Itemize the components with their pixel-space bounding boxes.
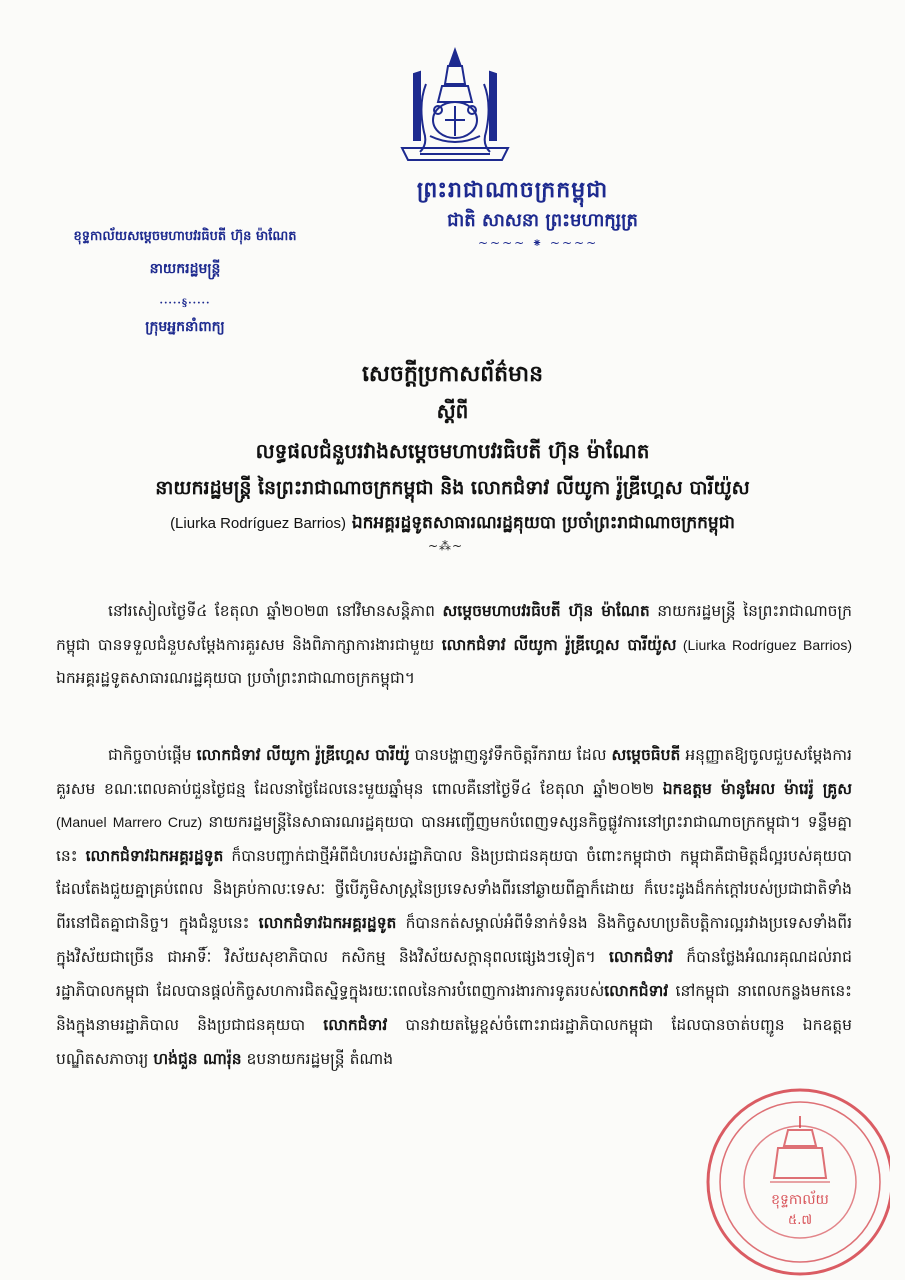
text-run: បានវាយតម្លៃខ្ពស់ចំពោះរាជរដ្ឋាភិបាលកម្ពុជា ដែលបានចាត់បញ្ជូន ឯកឧត្តមបណ្ឌិតសភាចារ្យ (56, 1016, 852, 1068)
text-run: បានបង្ហាញនូវទឹកចិត្តរីករាយ ដែល (409, 746, 612, 764)
text-run: ក៏បានបញ្ជាក់ជាថ្មីអំពីជំហរបស់រដ្ឋាភិបាល និងប្រជាជនគុយបា ចំពោះកម្ពុជាថា កម្ពុជាគឺជាមិត្តដ៏ល្អរបស់គុយបា ដែលតែងជួយគ្នាគ្រប់ពេល និងគ្រប់កាលៈទេសៈ ថ្វីបើភូមិសាស្ត្រនៃប្រទេសទាំងពីរនៅឆ្ងាយពីគ្នាក៏ដោយ ក៏បេះដូងដ៏កក់ក្តៅរបស់ប្រជាជាតិទាំងពីរនៅជិតគ្នាជានិច្ច។ ក្នុងជំនួបនេះ (56, 847, 853, 932)
paragraph-2 (56, 738, 852, 1076)
bold-run: លោកជំទាវ (323, 1015, 388, 1034)
official-seal-stamp (700, 1078, 890, 1280)
bold-run: លោកជំទាវឯកអគ្គរដ្ឋទូត (85, 846, 224, 865)
text-run: ឧបនាយករដ្ឋមន្ត្រី តំណាង (241, 1050, 394, 1068)
title-latin-name: (Liurka Rodríguez Barrios) (170, 515, 346, 532)
title-line-5-text: ឯកអគ្គរដ្ឋទូតសាធារណរដ្ឋគុយបា ប្រចាំព្រះរាជាណាចក្រកម្ពុជា (345, 513, 735, 533)
latin-run: (Manuel Marrero Cruz) (56, 814, 209, 830)
text-run: ឯកអគ្គរដ្ឋទូតសាធារណរដ្ឋគុយបា ប្រចាំព្រះរាជាណាចក្រកម្ពុជា។ (56, 669, 415, 687)
bold-run: ហង់ជួន ណារ៉ុន (153, 1049, 242, 1068)
seal-label: ខុទ្ទកាល័យ (771, 1192, 829, 1208)
office-separator: ·····§····· (159, 298, 211, 309)
seal-number: ៥.៧ (787, 1213, 813, 1228)
bold-run: លោកជំទាវឯកអគ្គរដ្ឋទូត (258, 913, 397, 932)
issuing-office (40, 228, 330, 338)
title-line-2: ស្តីពី (436, 399, 469, 423)
office-name: ខុទ្ទកាល័យសម្តេចមហាបវរធិបតី ហ៊ុន ម៉ាណែត (73, 229, 297, 244)
bold-run: លោកជំទាវ (609, 947, 673, 966)
text-run: ក៏បានកត់សម្គាល់អំពីទំនាក់ទំនង និងកិច្ចសហប្រតិបត្តិការល្អរវាងប្រទេសទាំងពីរ ក្នុងវិស័យជាច្រើន ជាអាទិ៍ៈ វិស័យសុខាភិបាល កសិកម្ម និងវិស័យសក្តានុពលផ្សេងៗទៀត។ (56, 914, 852, 966)
latin-run: (Liurka Rodríguez Barrios) (676, 637, 852, 653)
bold-run: សម្តេចធិបតី (611, 745, 681, 764)
text-run: នៅកម្ពុជា នាពេលកន្លងមកនេះ និងក្នុងនាមរដ្ឋាភិបាល និងប្រជាជនគុយបា (56, 982, 852, 1034)
text-run: នាយករដ្ឋមន្ត្រី នៃព្រះរាជាណាចក្រកម្ពុជា បានទទួលជំនួបសម្តែងការគួរសម និងពិភាក្សាការងារជាមួយ (56, 602, 852, 654)
text-run: ជាកិច្ចចាប់ផ្តើម (108, 746, 197, 764)
text-run: ក៏បានថ្លែងអំណរគុណដល់រាជរដ្ឋាភិបាលកម្ពុជា ដែលបានផ្តល់កិច្ចសហការជិតស្និទ្ធក្នុងរយៈពេលនៃការបំពេញការងារការទូតរបស់ (56, 948, 852, 1000)
title-line-5 (20, 512, 885, 537)
paragraph-1 (56, 594, 852, 695)
royal-emblem-icon (390, 44, 520, 172)
bold-run: លោកជំទាវ លីយូកា រ៉ូឌ្រីហ្គេស បារីយ៉ូស (441, 635, 677, 654)
text-run: នាយករដ្ឋមន្ត្រីនៃសាធារណរដ្ឋគុយបា បានអញ្ជើញមកបំពេញទស្សនកិច្ចផ្លូវការនៅព្រះរាជាណាចក្រកម្ពុជា។ ទន្ទឹមគ្នានេះ (56, 813, 852, 865)
office-title: នាយករដ្ឋមន្ត្រី (149, 261, 221, 277)
text-run: អនុញ្ញាតឱ្យចូលជួបសម្តែងការគួរសម ខណៈពេលគាប់ជួនថៃ្ងជន្ម ដែលនាថ្ងៃដែលនេះមួយឆ្នាំមុន ពោលគឺនៅថ្ងៃទី៤ ខែតុលា ឆ្នាំ២០២២ (56, 746, 852, 798)
motto-ornament: ~~~~ ⁕ ~~~~ (478, 236, 599, 250)
bold-run: លោកជំទាវ (604, 981, 669, 1000)
title-line-1: សេចក្តីប្រកាសព័ត៌មាន (361, 361, 544, 387)
bold-run: លោកជំទាវ លីយូកា រ៉ូឌ្រីហ្គេស បារីយ៉ូ (196, 745, 410, 764)
text-run: នៅរសៀលថ្ងៃទី៤ ខែតុលា ឆ្នាំ២០២៣ នៅវិមានសន្តិភាព (108, 602, 443, 620)
title-ornament: ~⁂~ (428, 539, 464, 553)
document-title (20, 360, 885, 537)
bold-run: ឯកឧត្តម ម៉ានូអែល ម៉ារេរ៉ូ គ្រូស (662, 779, 852, 798)
kingdom-name: ព្រះរាជាណាចក្រកម្ពុជា (416, 177, 609, 203)
bold-run: សម្តេចមហាបវរធិបតី ហ៊ុន ម៉ាណែត (442, 601, 650, 620)
office-unit: ក្រុមអ្នកនាំពាក្យ (145, 319, 225, 335)
title-line-4: នាយករដ្ឋមន្ត្រី នៃព្រះរាជាណាចក្រកម្ពុជា និង លោកជំទាវ លីយូកា រ៉ូឌ្រីហ្គេស បារីយ៉ូស (155, 477, 750, 499)
national-motto: ជាតិ សាសនា ព្រះមហាក្សត្រ (447, 210, 638, 231)
title-line-3: លទ្ធផលជំនួបរវាងសម្តេចមហាបវរធិបតី ហ៊ុន ម៉ាណែត (255, 439, 650, 463)
